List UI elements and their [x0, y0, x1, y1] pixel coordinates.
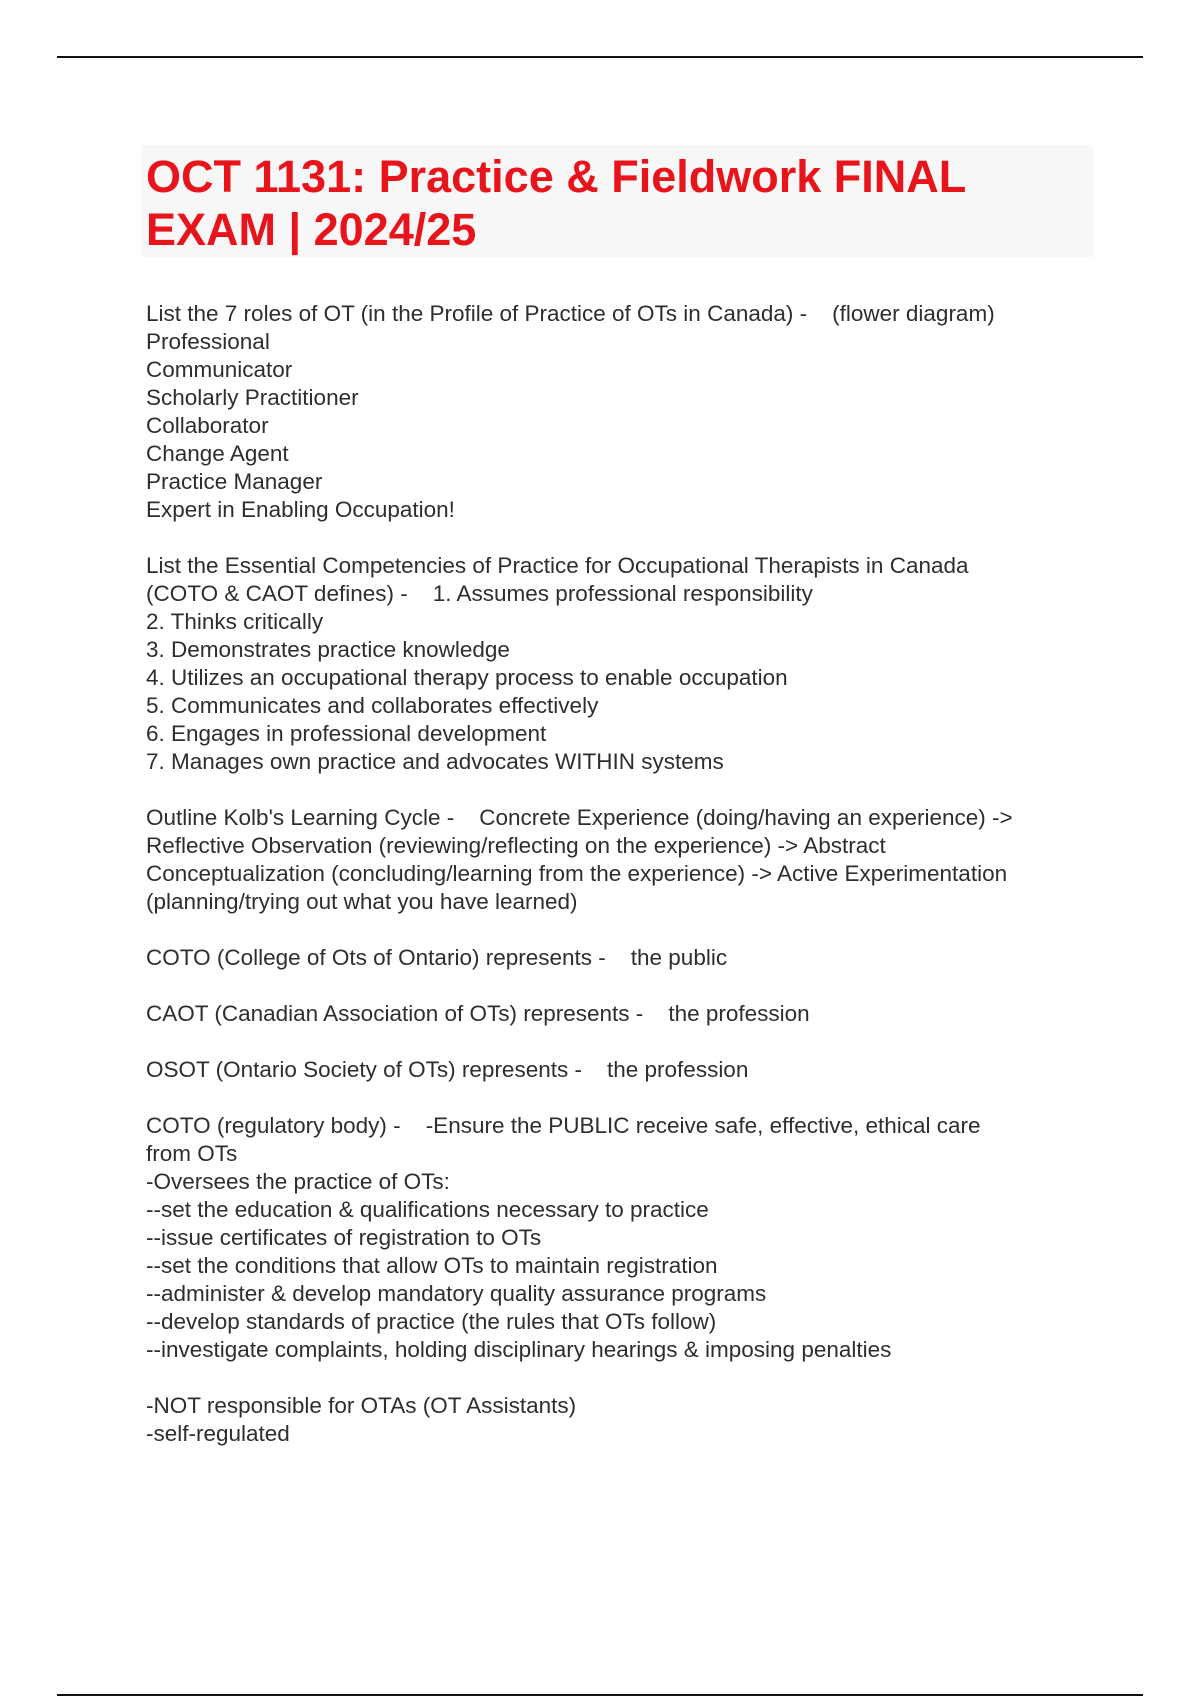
- flashcard-answer: (flower diagram): [832, 301, 995, 326]
- flashcard-question-line: List the Essential Competencies of Practice for Occupational Therapists in Canada: [146, 553, 969, 578]
- answer-line: (planning/trying out what you have learned): [146, 889, 578, 914]
- flashcard-item: [146, 804, 1096, 916]
- answer-line: Change Agent: [146, 441, 289, 466]
- answer-line: -NOT responsible for OTAs (OT Assistants): [146, 1393, 577, 1418]
- answer-line: -Oversees the practice of OTs:: [146, 1169, 450, 1194]
- flashcard-question: List the 7 roles of OT (in the Profile of Practice of OTs in Canada) -: [146, 301, 808, 326]
- answer-line: 6. Engages in professional development: [146, 721, 547, 746]
- answer-line: Communicator: [146, 357, 293, 382]
- flashcard-item: [146, 552, 1096, 776]
- flashcard-question: COTO (regulatory body) -: [146, 1113, 401, 1138]
- answer-line: Reflective Observation (reviewing/reflecting on the experience) -> Abstract: [146, 833, 886, 858]
- flashcard-answer: the public: [630, 945, 728, 970]
- answer-line: -self-regulated: [146, 1421, 290, 1446]
- flashcard-first-line: [146, 1000, 1096, 1028]
- flashcard-first-line: [146, 1056, 1096, 1084]
- bottom-rule: [57, 1694, 1143, 1696]
- answer-line: Professional: [146, 329, 270, 354]
- title-line-2: EXAM | 2024/25: [146, 204, 477, 255]
- flashcard-question: COTO (College of Ots of Ontario) represents -: [146, 945, 606, 970]
- flashcard-first-line: [146, 1112, 1096, 1140]
- answer-line: Conceptualization (concluding/learning from the experience) -> Active Experimentation: [146, 861, 1008, 886]
- flashcard-question: Outline Kolb's Learning Cycle -: [146, 805, 455, 830]
- answer-line: 3. Demonstrates practice knowledge: [146, 637, 510, 662]
- flashcard-item: [146, 1000, 1096, 1028]
- answer-line: 4. Utilizes an occupational therapy process to enable occupation: [146, 665, 788, 690]
- answer-line: --develop standards of practice (the rules that OTs follow): [146, 1309, 717, 1334]
- title-line-1: OCT 1131: Practice & Fieldwork FINAL: [146, 151, 967, 202]
- flashcard-item: [146, 944, 1096, 972]
- flashcard-question: (COTO & CAOT defines) -: [146, 581, 408, 606]
- answer-line: 2. Thinks critically: [146, 609, 324, 634]
- flashcard-answer: 1. Assumes professional responsibility: [432, 581, 813, 606]
- answer-line: Expert in Enabling Occupation!: [146, 497, 455, 522]
- answer-line: Collaborator: [146, 413, 269, 438]
- page-title: [146, 150, 1086, 256]
- flashcard-first-line: [146, 580, 1096, 608]
- blank-line: [146, 1364, 1096, 1392]
- flashcard-answer: the profession: [607, 1057, 749, 1082]
- top-rule: [57, 56, 1143, 58]
- answer-line: 5. Communicates and collaborates effectively: [146, 693, 599, 718]
- flashcard-answer: -Ensure the PUBLIC receive safe, effective, ethical care: [425, 1113, 981, 1138]
- flashcard-answer: Concrete Experience (doing/having an experience) ->: [479, 805, 1013, 830]
- flashcard-question: OSOT (Ontario Society of OTs) represents -: [146, 1057, 582, 1082]
- flashcard-item: [146, 1112, 1096, 1448]
- flashcard-list: [146, 300, 1096, 1476]
- answer-line: --investigate complaints, holding disciplinary hearings & imposing penalties: [146, 1337, 892, 1362]
- answer-line: --administer & develop mandatory quality assurance programs: [146, 1281, 767, 1306]
- flashcard-first-line: [146, 944, 1096, 972]
- flashcard-first-line: [146, 300, 1096, 328]
- flashcard-question: CAOT (Canadian Association of OTs) represents -: [146, 1001, 644, 1026]
- answer-line: --set the education & qualifications necessary to practice: [146, 1197, 709, 1222]
- answer-line: from OTs: [146, 1141, 238, 1166]
- answer-line: --set the conditions that allow OTs to maintain registration: [146, 1253, 718, 1278]
- flashcard-item: [146, 300, 1096, 524]
- flashcard-first-line: [146, 804, 1096, 832]
- flashcard-answer: the profession: [668, 1001, 810, 1026]
- answer-line: Scholarly Practitioner: [146, 385, 359, 410]
- answer-line: --issue certificates of registration to OTs: [146, 1225, 542, 1250]
- flashcard-item: [146, 1056, 1096, 1084]
- answer-line: Practice Manager: [146, 469, 323, 494]
- answer-line: 7. Manages own practice and advocates WITHIN systems: [146, 749, 724, 774]
